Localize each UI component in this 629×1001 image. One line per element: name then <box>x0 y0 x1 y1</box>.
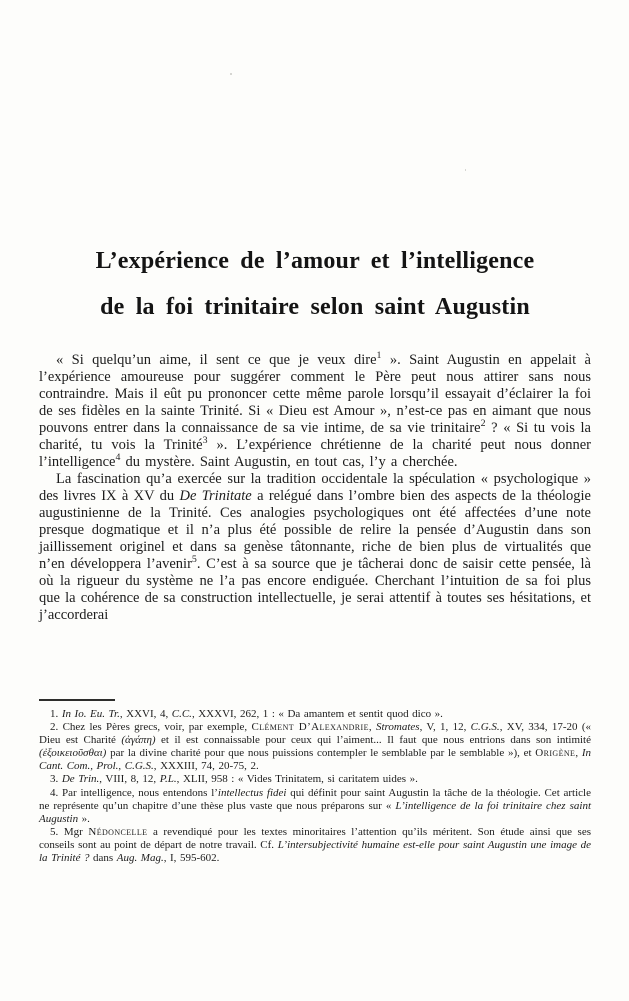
footnote-1: 1. In Io. Eu. Tr., XXVI, 4, C.C., XXXVI, 262, 1 : « Da amantem et sentit quod dico ». <box>50 708 443 720</box>
footnote-3: 3. De Trin., VIII, 8, 12, P.L., XLII, 958 : « Vides Trinitatem, si caritatem uides ». <box>50 773 418 786</box>
footnote-separator-rule <box>39 699 115 701</box>
scan-speck <box>230 73 232 75</box>
scan-speck <box>465 169 466 171</box>
article-title <box>39 238 591 330</box>
scanned-page <box>39 0 591 1001</box>
footnote-5: 5. Mgr Nédoncelle a revendiqué pour les textes minoritaires l’attention qu’ils méritent. Son étude ainsi que ses conseils sont au point de départ de notre travail. Cf. L’intersubjectivité humaine est-elle pour saint Augustin une image de la Trinité ? dans Aug. Mag., I, 595-602. <box>39 825 592 865</box>
footnote-2: 2. Chez les Pères grecs, voir, par exemple, Clément D’Alexandrie, Stromates, V, 1, 12, C.G.S., XV, 334, 17-20 (« Dieu est Charité (ἀγάπη) et il est connaissable pour ceux qui l’aiment... Il faut que nous entrions dans son intimité (ἐξοικειοῦσθαι) par la divine charité pour que nous puissions contempler le semblable par le semblable »), et Origène, In Cant. Com., Prol., C.G.S., XXXIII, 74, 20-75, 2. <box>39 721 591 773</box>
footnotes-block <box>39 708 591 865</box>
body-paragraph-1: « Si quelqu’un aime, il sent ce que je veux dire$^1$ ». Saint Augustin en appelait à l’expérience amoureuse pour suggérer comment le Père peut nous attirer sans nous contraindre. Mais il eût pu prononcer cette même parole lorsqu’il essayait d’éclairer la foi de ses fidèles en la sainte Trinité. Si « Dieu est Amour », n’est-ce pas en aimant que nous pouvons entrer dans la connaissance de sa vie intime, de sa vie trinitaire$^2$ ? « Si tu vois la charité, tu vois la Trinité$^3$ ». L’expérience chrétienne de la charité peut nous donner l’intelligence$^4$ du mystère. Saint Augustin, en tout cas, l’y a cherchée. <box>39 350 591 470</box>
article-body <box>39 352 591 624</box>
article-title-line-1: L’expérience de l’amour et l’intelligence <box>95 248 535 274</box>
article-title-line-2: de la foi trinitaire selon saint Augustin <box>100 294 530 320</box>
footnote-4: 4. Par intelligence, nous entendons l’intellectus fidei qui définit pour saint Augustin la tâche de la théologie. Cet article ne représente qu’un chapitre d’une thèse plus vaste que nous préparons sur « L’intelligence de la foi trinitaire chez saint Augustin ». <box>39 786 591 825</box>
body-paragraph-2: La fascination qu’a exercée sur la tradition occidentale la spéculation « psychologique » des livres IX à XV du De Trinitate a relégué dans l’ombre bien des aspects de la théologie augustinienne de la Trinité. Ces analogies psychologiques ont été affectées d’une note presque dogmatique et il n’a plus été possible de relire la pensée d’Augustin dans son jaillissement originel et dans sa genèse tâtonnante, riche de bien plus de virtualités que n’en développera l’avenir$^5$. C’est à sa source que je tâcherai donc de saisir cette pensée, là où la rigueur du système ne l’a pas encore endiguée. Cherchant l’intuition de sa foi plus que la cohérence de sa construction intellectuelle, je serai attentif à toutes ses hésitations, et j’accorderai <box>39 471 591 623</box>
